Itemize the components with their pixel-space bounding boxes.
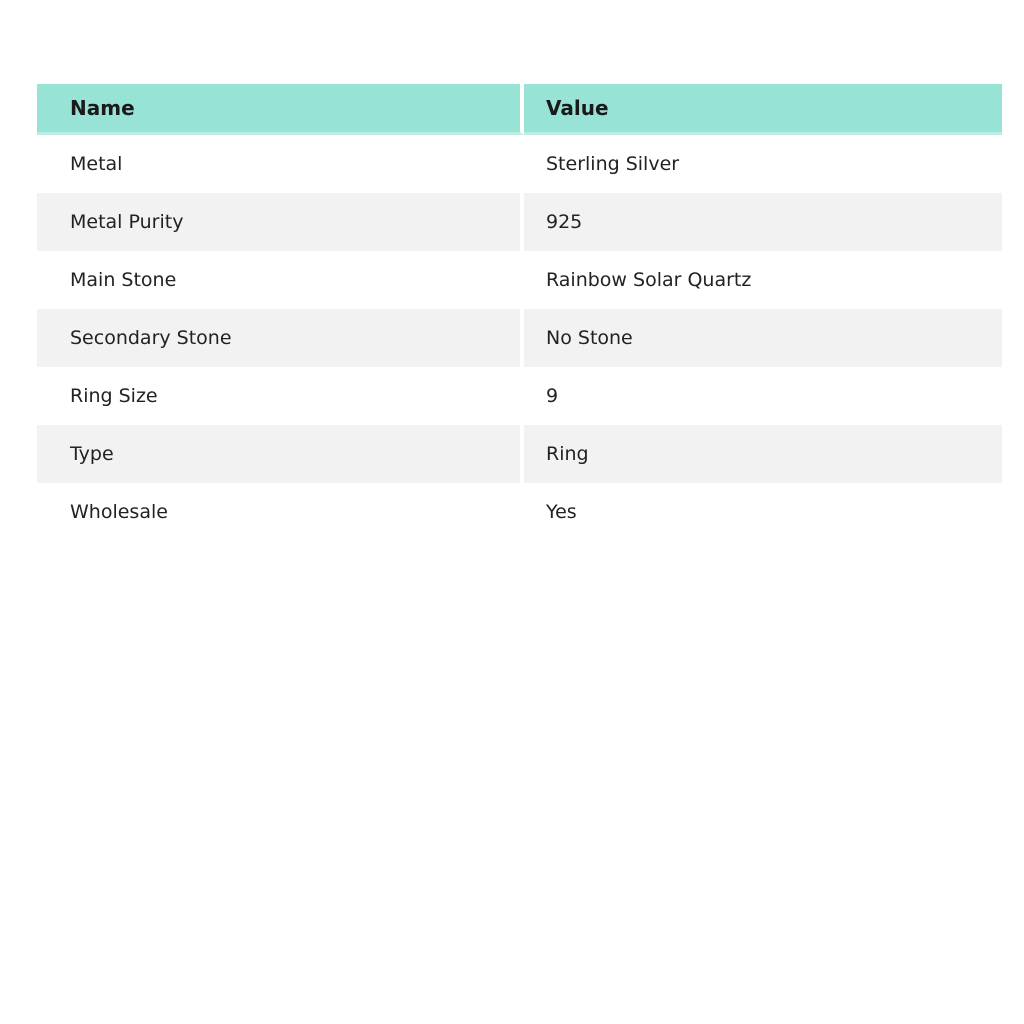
attribute-name-cell: Secondary Stone: [37, 309, 524, 367]
table-row: [37, 367, 1002, 425]
attribute-value-cell: Rainbow Solar Quartz: [524, 251, 1002, 309]
table-row: [37, 251, 1002, 309]
attribute-value-cell: 925: [524, 193, 1002, 251]
table-header-row: [37, 84, 1002, 135]
attribute-name-cell: Main Stone: [37, 251, 524, 309]
table-head: [37, 84, 1002, 135]
column-header-name: Name: [37, 84, 524, 135]
attribute-value-cell: Ring: [524, 425, 1002, 483]
attribute-name-cell: Ring Size: [37, 367, 524, 425]
attribute-value-cell: Sterling Silver: [524, 135, 1002, 193]
table-row: [37, 309, 1002, 367]
table-row: [37, 193, 1002, 251]
attribute-name-cell: Wholesale: [37, 483, 524, 541]
table-body: [37, 135, 1002, 541]
table-row: [37, 135, 1002, 193]
attribute-value-cell: 9: [524, 367, 1002, 425]
attribute-name-cell: Metal Purity: [37, 193, 524, 251]
attribute-name-cell: Metal: [37, 135, 524, 193]
table-row: [37, 483, 1002, 541]
attribute-name-cell: Type: [37, 425, 524, 483]
attribute-value-cell: Yes: [524, 483, 1002, 541]
product-attributes-table: [37, 84, 1002, 541]
table-row: [37, 425, 1002, 483]
attribute-value-cell: No Stone: [524, 309, 1002, 367]
column-header-value: Value: [524, 84, 1002, 135]
